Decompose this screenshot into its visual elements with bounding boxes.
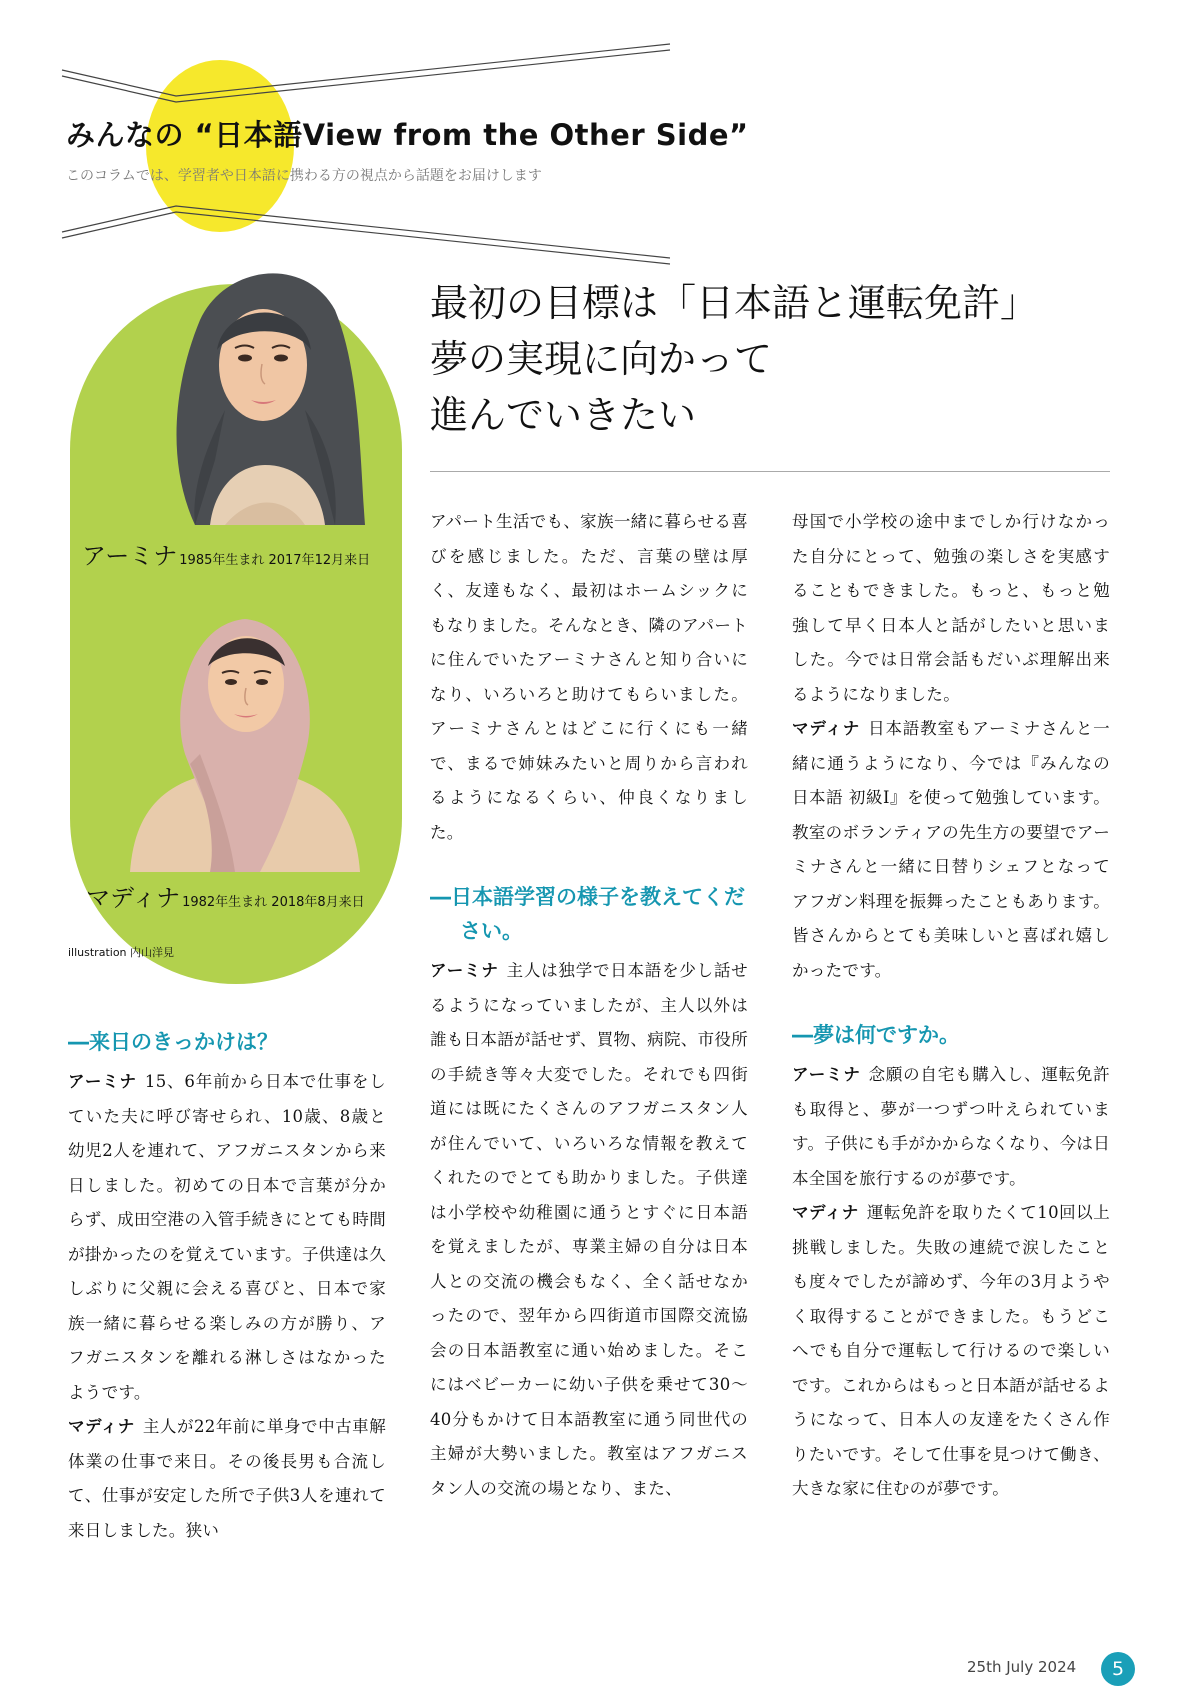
page-number-badge: 5 bbox=[1101, 1652, 1135, 1686]
question-heading-dream: ―夢は何ですか。 bbox=[792, 1023, 960, 1047]
speaker-name: マディナ bbox=[792, 719, 861, 738]
answer-paragraph bbox=[430, 954, 748, 1506]
question-heading-arrival: ―来日のきっかけは？ bbox=[68, 1030, 278, 1054]
madina-portrait-image bbox=[130, 604, 360, 872]
body-column-2 bbox=[430, 505, 748, 1506]
series-title: みんなの “日本語View from the Other Side” bbox=[66, 118, 749, 152]
issue-date: 25th July 2024 bbox=[967, 1658, 1077, 1676]
headline-divider bbox=[430, 471, 1110, 472]
amina-meta: 1985年生まれ 2017年12月来日 bbox=[179, 553, 371, 568]
answer-paragraph: 母国で小学校の途中までしか行けなかった自分にとって、勉強の楽しさを実感することもできました。もっと、もっと勉強して早く日本人と話がしたいと思いました。今では日常会話もだいぶ理解出来るようになりました。 bbox=[792, 512, 1110, 704]
answer-paragraph bbox=[68, 1410, 386, 1548]
article-headline bbox=[430, 275, 1110, 443]
speaker-name: マディナ bbox=[792, 1203, 859, 1222]
headline-line-3: 進んでいきたい bbox=[430, 393, 697, 437]
madina-name: マディナ bbox=[86, 884, 181, 912]
answer-text: 15、6年前から日本で仕事をしていた夫に呼び寄せられ、10歳、8歳と幼児2人を連れて、アフガニスタンから来日しました。初めての日本で言葉が分からず、成田空港の入管手続きにとても時間が掛かったのを覚えています。子供達は久しぶりに父親に会える喜びと、日本で家族一緒に暮らせる楽しみの方が勝り、アフガニスタンを離れる淋しさはなかったようです。 bbox=[68, 1072, 386, 1402]
headline-line-2: 夢の実現に向かって bbox=[430, 337, 773, 381]
speaker-name: マディナ bbox=[68, 1417, 135, 1436]
amina-label bbox=[82, 536, 370, 571]
speaker-name: アーミナ bbox=[792, 1065, 861, 1084]
answer-paragraph bbox=[792, 1058, 1110, 1196]
speaker-name: アーミナ bbox=[68, 1072, 137, 1091]
headline-line-1: 最初の目標は「日本語と運転免許」 bbox=[430, 281, 1039, 325]
body-column-3 bbox=[792, 505, 1110, 1507]
answer-paragraph bbox=[68, 1065, 386, 1410]
answer-text: 念願の自宅も購入し、運転免許も取得と、夢が一つずつ叶えられています。子供にも手がかからなくなり、今は日本全国を旅行するのが夢です。 bbox=[792, 1065, 1110, 1188]
answer-paragraph: アパート生活でも、家族一緒に暮らせる喜びを感じました。ただ、言葉の壁は厚く、友達もなく、最初はホームシックにもなりました。そんなとき、隣のアパートに住んでいたアーミナさんと知り合いになり、いろいろと助けてもらいました。アーミナさんとはどこに行くにも一緒で、まるで姉妹みたいと周りから言われるようになるくらい、仲良くなりました。 bbox=[430, 512, 748, 842]
amina-name: アーミナ bbox=[82, 542, 178, 570]
madina-meta: 1982年生まれ 2018年8月来日 bbox=[182, 895, 365, 910]
series-subtitle: このコラムでは、学習者や日本語に携わる方の視点から話題をお届けします bbox=[66, 168, 542, 184]
speaker-name: アーミナ bbox=[430, 961, 499, 980]
answer-paragraph bbox=[792, 1196, 1110, 1507]
answer-text: 主人は独学で日本語を少し話せるようになっていましたが、主人以外は誰も日本語が話せず、買物、病院、市役所の手続き等々大変でした。それでも四街道には既にたくさんのアフガニスタン人が住んでいて、いろいろな情報を教えてくれたのでとても助かりました。子供達は小学校や幼稚園に通うとすぐに日本語を覚えましたが、専業主婦の自分は日本人との交流の機会もなく、全く話せなかったので、翌年から四街道市国際交流協会の日本語教室に通い始めました。そこにはベビーカーに幼い子供を乗せて30～40分もかけて日本語教室に通う同世代の主婦が大勢いました。教室はアフガニスタン人の交流の場となり、また、 bbox=[430, 961, 748, 1498]
answer-text: 主人が22年前に単身で中古車解体業の仕事で来日。その後長男も合流して、仕事が安定した所で子供3人を連れて来日しました。狭い bbox=[68, 1417, 386, 1540]
body-column-1 bbox=[68, 1025, 386, 1548]
answer-text: 運転免許を取りたくて10回以上挑戦しました。失敗の連続で涙したことも度々でしたが諦めず、今年の3月ようやく取得することができました。もうどこへでも自分で運転して行けるので楽しいです。これからはもっと日本語が話せるようになって、日本人の友達をたくさん作りたいです。そして仕事を見つけて働き、大きな家に住むのが夢です。 bbox=[792, 1203, 1110, 1498]
madina-label bbox=[86, 878, 365, 913]
question-heading-study: ―日本語学習の様子を教えてください。 bbox=[430, 885, 745, 943]
answer-paragraph bbox=[792, 712, 1110, 988]
amina-portrait-image bbox=[155, 260, 365, 525]
answer-text: 日本語教室もアーミナさんと一緒に通うようになり、今では『みんなの日本語 初級Ⅰ』を使って勉強しています。教室のボランティアの先生方の要望でアーミナさんと一緒に日替りシェフとなってアフガン料理を振舞ったこともあります。皆さんからとても美味しいと喜ばれ嬉しかったです。 bbox=[792, 719, 1110, 980]
illustration-credit: illustration 内山洋見 bbox=[68, 946, 175, 959]
